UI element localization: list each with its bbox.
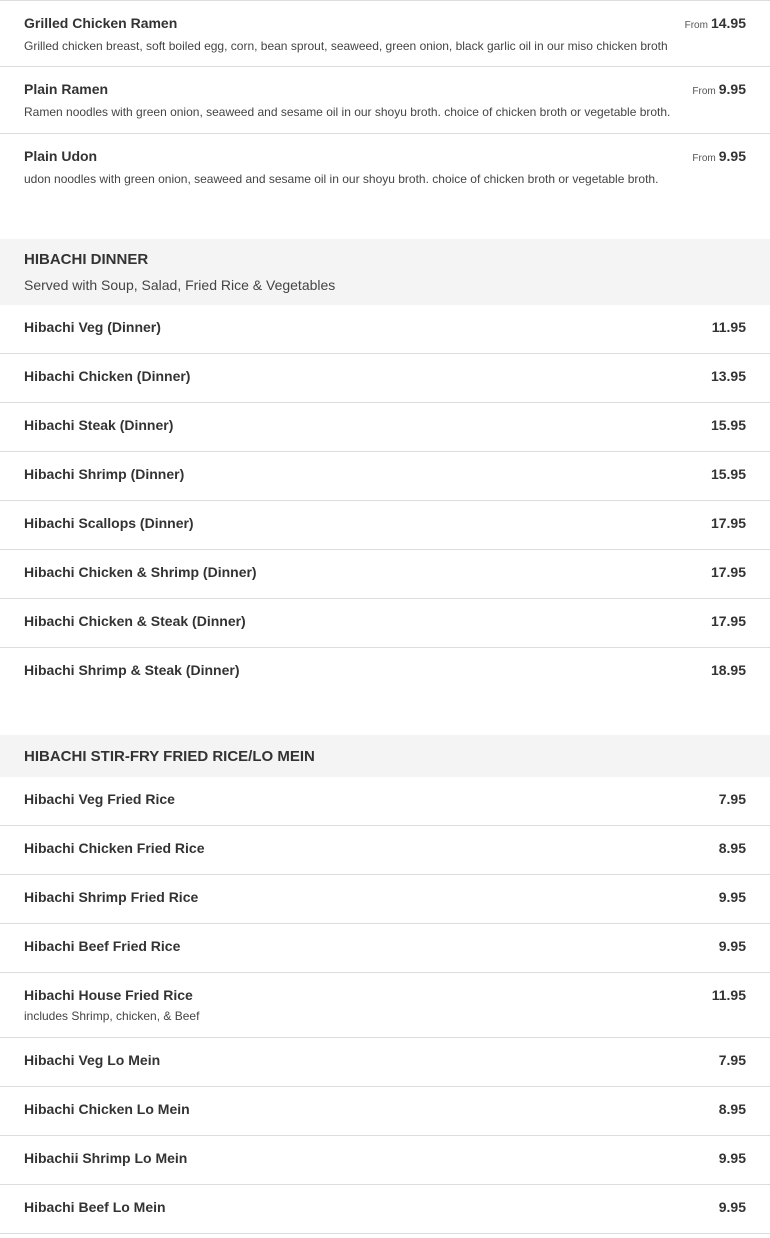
item-name: Plain Ramen — [24, 81, 109, 97]
item-price: 7.95 — [718, 791, 746, 807]
item-name: Hibachi Chicken & Shrimp (Dinner) — [24, 564, 257, 580]
item-name: Hibachi Scallops (Dinner) — [24, 515, 194, 531]
category-title: HIBACHI DINNER — [24, 251, 149, 268]
item-price — [692, 148, 746, 167]
price-value: 9.95 — [718, 148, 746, 164]
section-spacer — [0, 697, 770, 735]
item-price — [685, 15, 746, 34]
menu-item-hibachi-chicken-lo-mein[interactable] — [0, 1087, 770, 1136]
item-name: Hibachi Chicken (Dinner) — [24, 368, 191, 384]
item-price — [692, 81, 746, 100]
category-header-hibachi-dinner — [0, 239, 770, 305]
menu-item-hibachi-house-fried-rice[interactable] — [0, 973, 770, 1038]
section-spacer — [0, 201, 770, 239]
item-name: Hibachi Shrimp & Steak (Dinner) — [24, 662, 240, 678]
item-name: Hibachi Shrimp Fried Rice — [24, 889, 199, 905]
item-name: Plain Udon — [24, 148, 98, 164]
item-price: 8.95 — [718, 840, 746, 856]
menu-item-plain-udon[interactable] — [0, 134, 770, 201]
item-price: 17.95 — [710, 515, 746, 531]
item-name: Hibachi Beef Fried Rice — [24, 938, 181, 954]
item-description: includes Shrimp, chicken, & Beef — [24, 1009, 200, 1023]
menu-item-hibachi-shrimp-steak-dinner[interactable] — [0, 648, 770, 697]
menu-item-hibachi-steak-dinner[interactable] — [0, 403, 770, 452]
item-price: 9.95 — [718, 1150, 746, 1166]
item-name: Hibachi Veg (Dinner) — [24, 319, 161, 335]
menu-item-hibachi-chicken-steak-dinner[interactable] — [0, 599, 770, 648]
category-subtitle: Served with Soup, Salad, Fried Rice & Vegetables — [24, 277, 336, 293]
item-name: Hibachii Shrimp Lo Mein — [24, 1150, 188, 1166]
category-header-hibachi-stir-fry — [0, 735, 770, 777]
price-value: 9.95 — [718, 81, 746, 97]
menu-item-hibachi-shrimp-lo-mein[interactable] — [0, 1136, 770, 1185]
menu-item-hibachi-shrimp-fried-rice[interactable] — [0, 875, 770, 924]
item-name: Hibachi Steak (Dinner) — [24, 417, 174, 433]
item-price: 11.95 — [711, 319, 746, 335]
menu-item-grilled-chicken-ramen[interactable] — [0, 0, 770, 67]
menu-item-hibachi-veg-fried-rice[interactable] — [0, 777, 770, 826]
category-title: HIBACHI STIR-FRY FRIED RICE/LO MEIN — [24, 748, 315, 765]
item-price: 13.95 — [710, 368, 746, 384]
item-price: 18.95 — [710, 662, 746, 678]
item-price: 9.95 — [718, 889, 746, 905]
menu-item-hibachi-chicken-dinner[interactable] — [0, 354, 770, 403]
item-price: 7.95 — [718, 1052, 746, 1068]
item-name: Grilled Chicken Ramen — [24, 15, 178, 31]
item-price: 8.95 — [718, 1101, 746, 1117]
menu-item-plain-ramen[interactable] — [0, 67, 770, 134]
price-from-label: From — [692, 86, 716, 97]
item-name: Hibachi Chicken Lo Mein — [24, 1101, 190, 1117]
price-from-label: From — [692, 153, 716, 164]
item-name: Hibachi Veg Lo Mein — [24, 1052, 161, 1068]
menu-item-hibachi-chicken-shrimp-dinner[interactable] — [0, 550, 770, 599]
menu-item-hibachi-chicken-fried-rice[interactable] — [0, 826, 770, 875]
menu-item-hibachi-veg-lo-mein[interactable] — [0, 1038, 770, 1087]
item-price: 17.95 — [710, 613, 746, 629]
item-description: udon noodles with green onion, seaweed and sesame oil in our shoyu broth. choice of chicken broth or vegetable broth. — [24, 172, 659, 186]
menu-item-hibachi-beef-fried-rice[interactable] — [0, 924, 770, 973]
menu-item-hibachi-beef-lo-mein[interactable] — [0, 1185, 770, 1234]
item-price: 17.95 — [710, 564, 746, 580]
menu-item-hibachi-veg-dinner[interactable] — [0, 305, 770, 354]
price-from-label: From — [684, 20, 708, 31]
item-price: 11.95 — [711, 987, 746, 1003]
price-value: 14.95 — [710, 15, 746, 31]
menu-item-hibachi-scallops-dinner[interactable] — [0, 501, 770, 550]
item-price: 9.95 — [718, 938, 746, 954]
menu-item-hibachi-shrimp-dinner[interactable] — [0, 452, 770, 501]
item-name: Hibachi House Fried Rice — [24, 987, 193, 1003]
item-name: Hibachi Veg Fried Rice — [24, 791, 175, 807]
item-description: Grilled chicken breast, soft boiled egg, corn, bean sprout, seaweed, green onion, black garlic oil in our miso chicken broth — [24, 39, 668, 53]
item-price: 9.95 — [718, 1199, 746, 1215]
item-name: Hibachi Shrimp (Dinner) — [24, 466, 185, 482]
item-name: Hibachi Chicken Fried Rice — [24, 840, 205, 856]
item-name: Hibachi Chicken & Steak (Dinner) — [24, 613, 246, 629]
item-price: 15.95 — [710, 466, 746, 482]
item-name: Hibachi Beef Lo Mein — [24, 1199, 166, 1215]
item-price: 15.95 — [710, 417, 746, 433]
item-description: Ramen noodles with green onion, seaweed and sesame oil in our shoyu broth. choice of chicken broth or vegetable broth. — [24, 105, 671, 119]
